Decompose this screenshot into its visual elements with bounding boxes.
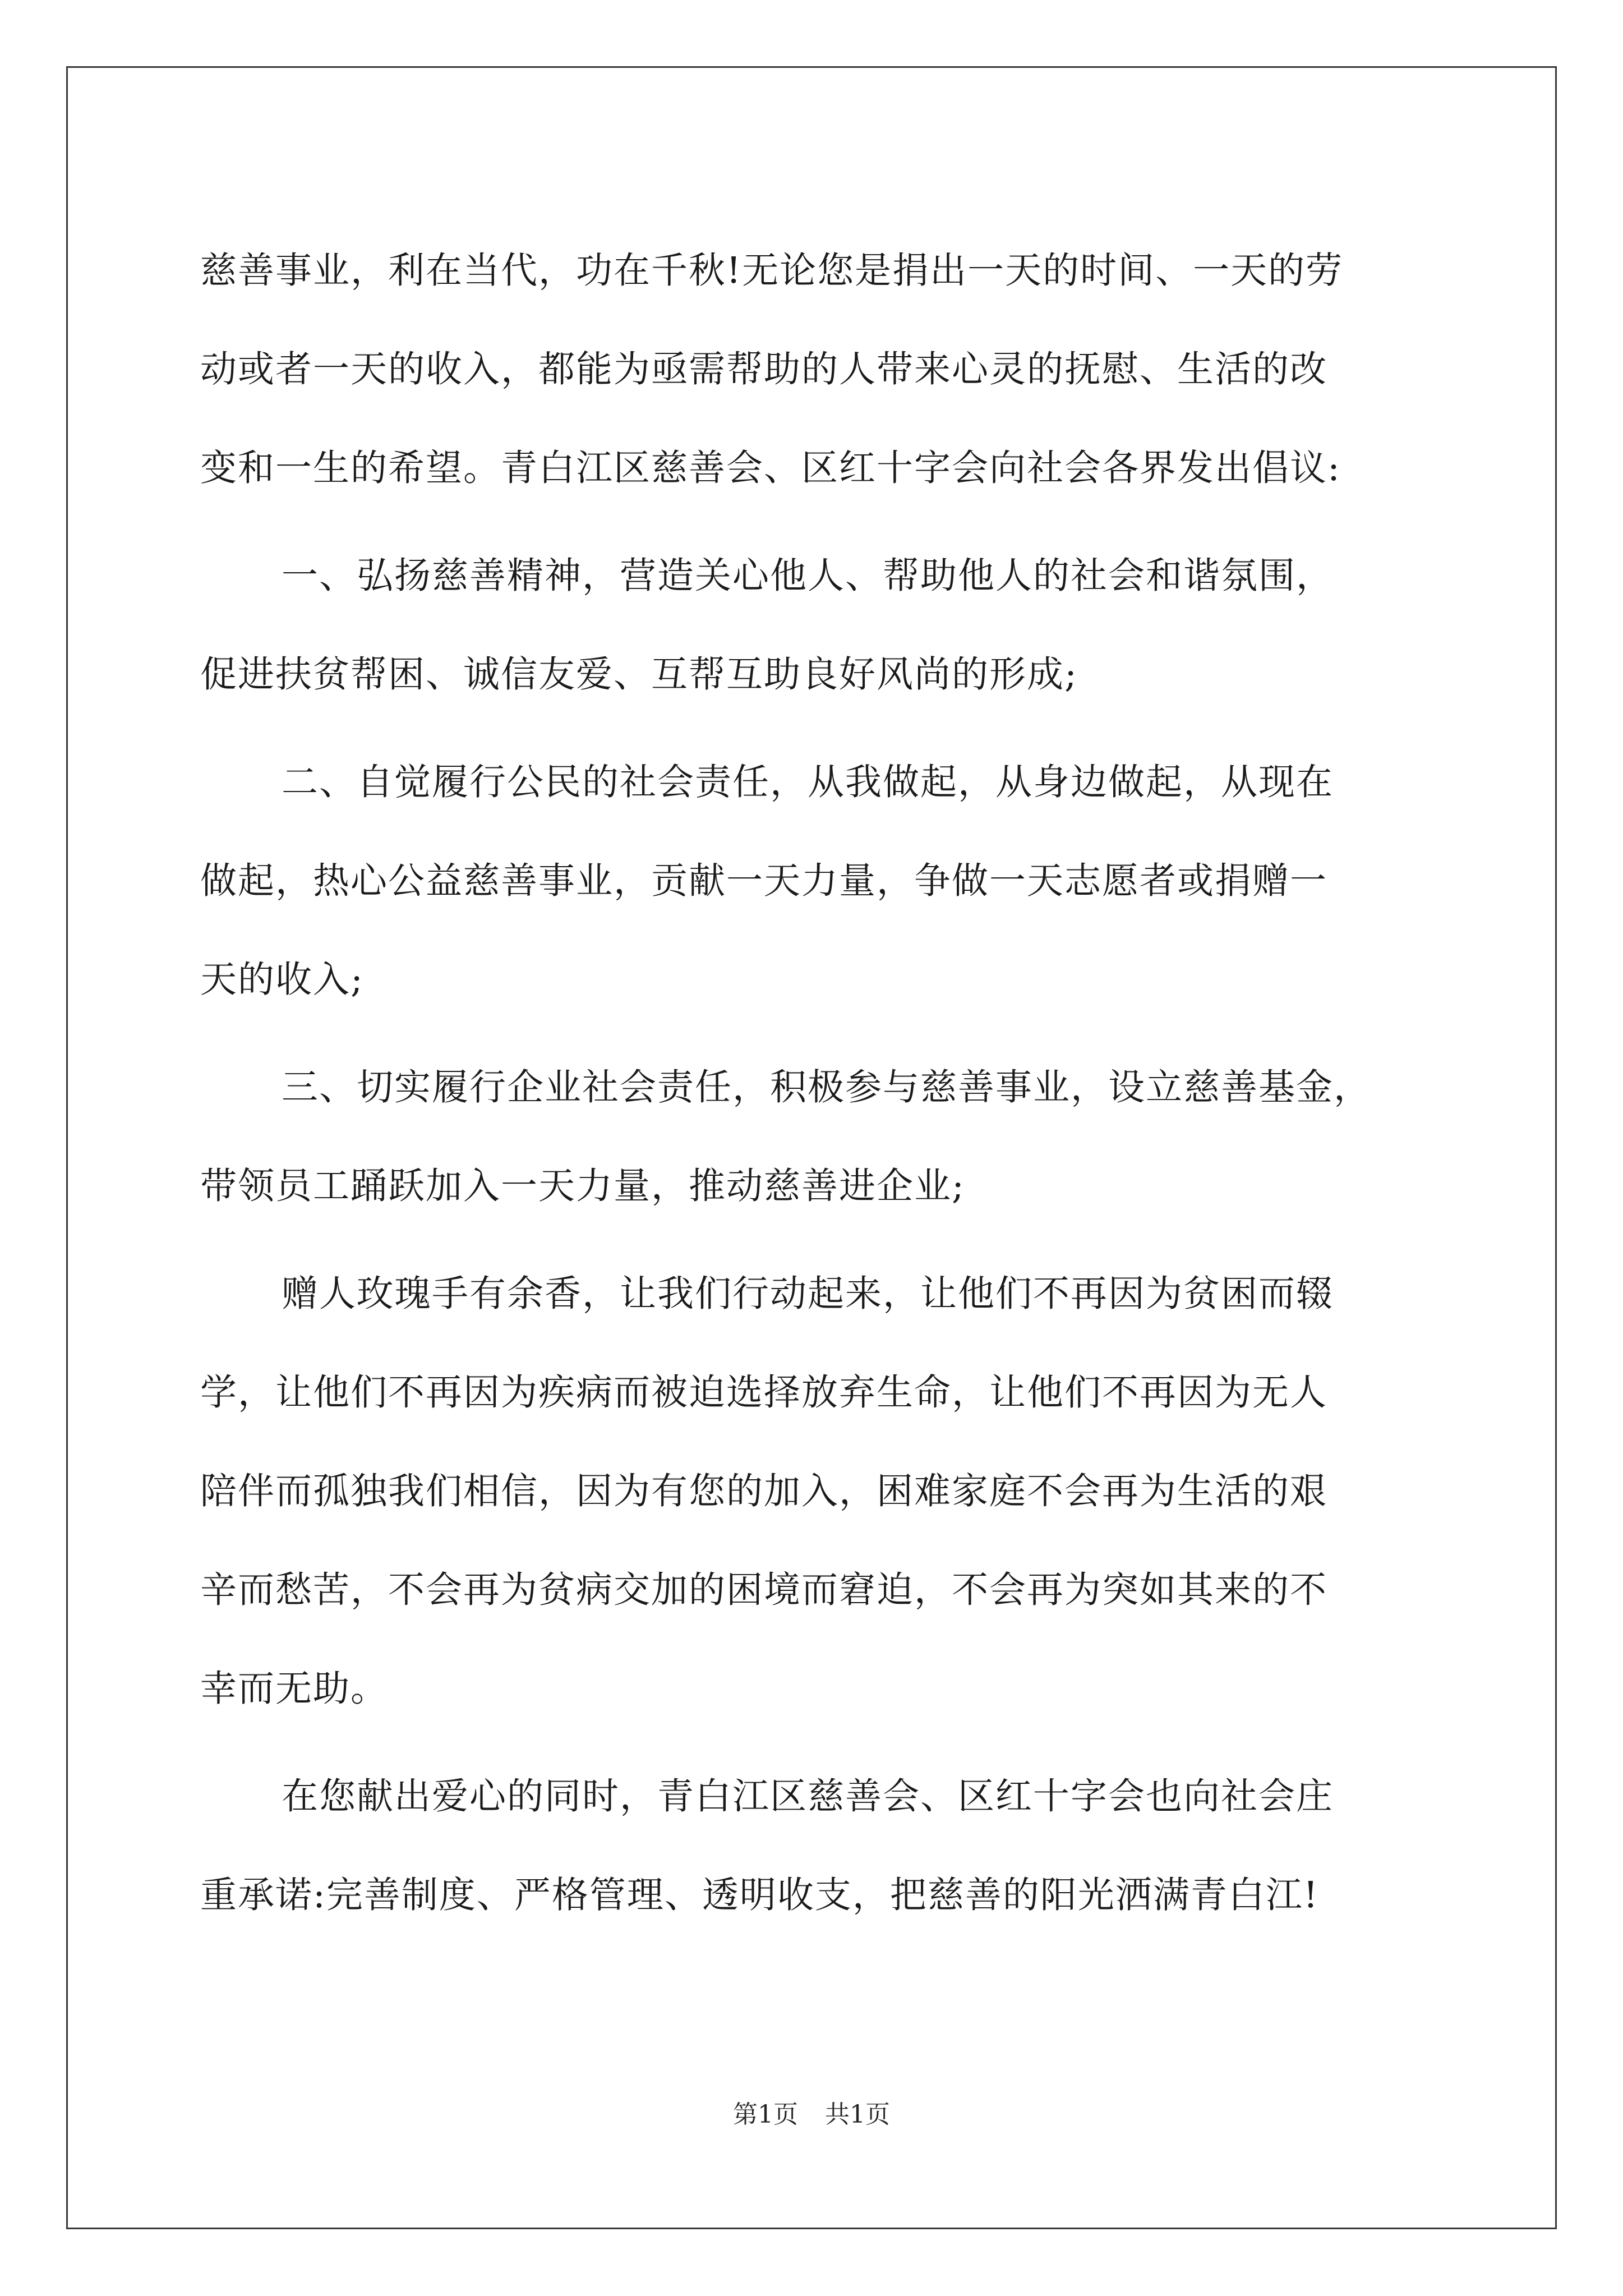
text-line: 重承诺:完善制度、严格管理、透明收支，把慈善的阳光洒满青白江! bbox=[200, 1874, 1320, 1916]
text-line: 慈善事业，利在当代，功在千秋!无论您是捐出一天的时间、一天的劳 bbox=[200, 250, 1344, 292]
text-line: 在您献出爱心的同时，青白江区慈善会、区红十字会也向社会庄 bbox=[282, 1775, 1334, 1818]
document-body bbox=[200, 222, 1423, 1945]
paragraph-item-three bbox=[200, 1038, 1423, 1236]
page-number: 第1页 bbox=[733, 2100, 798, 2129]
paragraph-item-one bbox=[200, 527, 1423, 724]
text-line: 赠人玫瑰手有余香，让我们行动起来，让他们不再因为贫困而辍 bbox=[282, 1273, 1334, 1315]
text-line: 一、弘扬慈善精神，营造关心他人、帮助他人的社会和谐氛围， bbox=[282, 555, 1334, 597]
text-line: 三、切实履行企业社会责任，积极参与慈善事业，设立慈善基金， bbox=[282, 1066, 1372, 1108]
text-line: 天的收入; bbox=[200, 959, 364, 1001]
text-line: 二、自觉履行公民的社会责任，从我做起，从身边做起，从现在 bbox=[282, 761, 1334, 803]
paragraph-commitment bbox=[200, 1747, 1423, 1945]
paragraph-intro bbox=[200, 222, 1423, 518]
text-line: 陪伴而孤独我们相信，因为有您的加入，困难家庭不会再为生活的艰 bbox=[200, 1470, 1328, 1512]
text-line: 变和一生的希望。青白江区慈善会、区红十字会向社会各界发出倡议: bbox=[200, 447, 1341, 489]
paragraph-item-two bbox=[200, 733, 1423, 1029]
text-line: 动或者一天的收入，都能为亟需帮助的人带来心灵的抚慰、生活的改 bbox=[200, 348, 1328, 390]
text-line: 带领员工踊跃加入一天力量，推动慈善进企业; bbox=[200, 1165, 965, 1207]
text-line: 促进扶贫帮困、诚信友爱、互帮互助良好风尚的形成; bbox=[200, 654, 1078, 696]
page-footer bbox=[0, 2098, 1623, 2132]
text-line: 学，让他们不再因为疾病而被迫选择放弃生命，让他们不再因为无人 bbox=[200, 1372, 1328, 1414]
text-line: 幸而无助。 bbox=[200, 1668, 389, 1710]
page-count: 共1页 bbox=[825, 2100, 890, 2129]
paragraph-call-to-action bbox=[200, 1245, 1423, 1738]
text-line: 辛而愁苦，不会再为贫病交加的困境而窘迫，不会再为突如其来的不 bbox=[200, 1569, 1328, 1611]
text-line: 做起，热心公益慈善事业，贡献一天力量，争做一天志愿者或捐赠一 bbox=[200, 860, 1328, 902]
